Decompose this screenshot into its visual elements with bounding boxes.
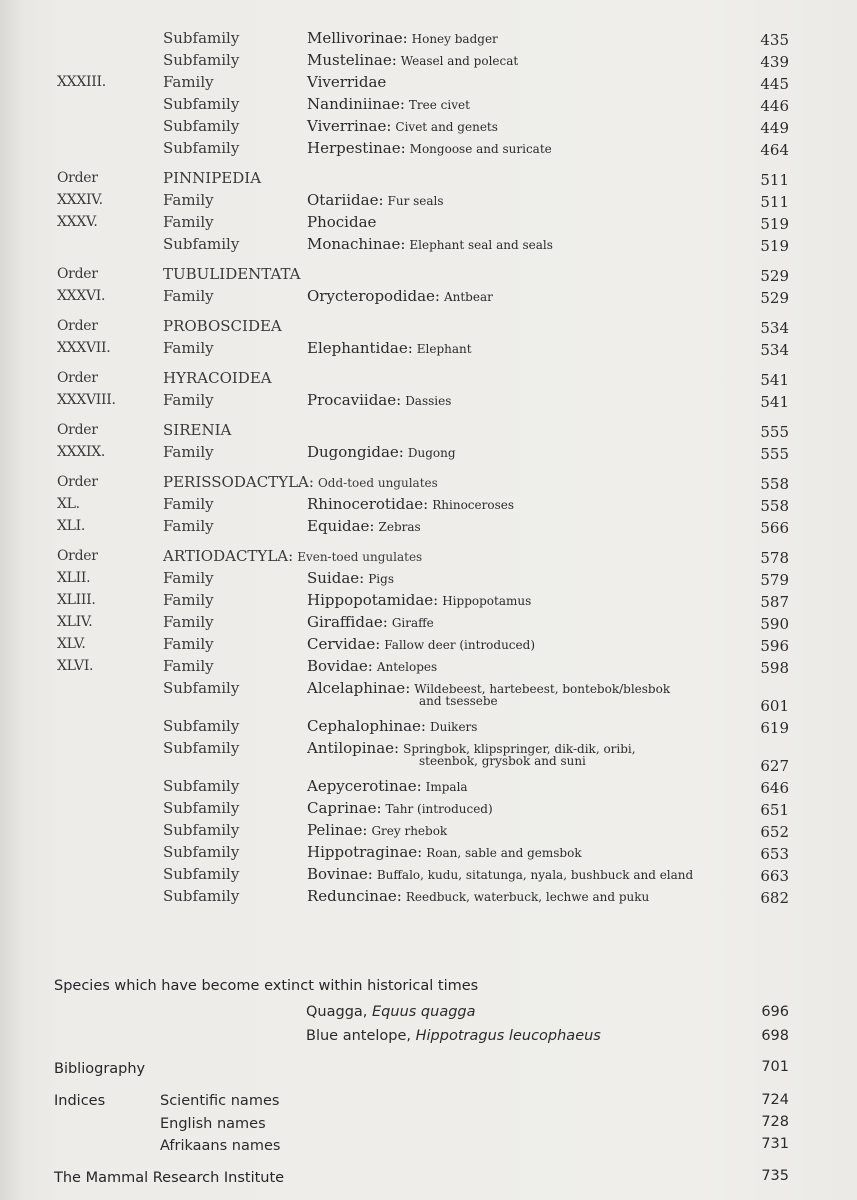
toc-rank-label: Subfamily	[163, 117, 240, 135]
toc-rank-label: Subfamily	[163, 29, 240, 47]
page-number: 555	[760, 445, 789, 463]
toc-rank-number: Order	[57, 548, 98, 564]
toc-taxon	[307, 235, 553, 253]
page-number: 534	[760, 319, 789, 337]
toc-rank-label: Family	[163, 635, 214, 653]
toc-row	[0, 52, 857, 74]
toc-taxon	[307, 679, 670, 708]
toc-rank-label: Family	[163, 191, 214, 209]
toc-row	[0, 636, 857, 658]
toc-taxon-name: Bovinae:	[307, 865, 373, 883]
toc-taxon	[307, 287, 493, 305]
toc-row	[0, 170, 857, 192]
toc-rank	[163, 265, 301, 283]
toc-row	[0, 288, 857, 310]
toc-taxon-description: Pigs	[368, 572, 394, 586]
toc-rank-label: Subfamily	[163, 821, 240, 839]
toc-taxon-description: Dugong	[407, 446, 456, 460]
toc-rank	[163, 213, 214, 231]
page-number: 653	[760, 845, 789, 863]
page-number: 529	[760, 289, 789, 307]
toc-row	[0, 392, 857, 414]
toc-row	[0, 570, 857, 592]
toc-order-description: Odd-toed ungulates	[317, 476, 438, 490]
toc-taxon-description: Honey badger	[411, 32, 498, 46]
page-number: 598	[760, 659, 789, 677]
toc-rank-label: PERISSODACTYLA:	[163, 473, 314, 491]
toc-taxon-name: Elephantidae:	[307, 339, 413, 357]
toc-taxon	[307, 843, 582, 861]
toc-taxon	[307, 391, 451, 409]
toc-taxon-name: Reduncinae:	[307, 887, 402, 905]
toc-taxon-name: Viverrinae:	[307, 117, 392, 135]
toc-rank-label: Family	[163, 569, 214, 587]
toc-rank	[163, 287, 214, 305]
toc-rank	[163, 369, 272, 387]
toc-rank	[163, 421, 231, 439]
toc-taxon	[307, 821, 447, 839]
toc-rank	[163, 799, 239, 817]
toc-row	[0, 680, 857, 718]
toc-rank	[163, 191, 214, 209]
toc-rank-label: Family	[163, 613, 214, 631]
toc-rank	[163, 139, 239, 157]
toc-taxon-description: Springbok, klipspringer, dik-dik, oribi,	[403, 742, 636, 756]
toc-taxon-description: Antbear	[443, 290, 493, 304]
index-english-names: English names	[160, 1116, 266, 1132]
toc-taxon	[307, 139, 552, 157]
bibliography-label: Bibliography	[54, 1061, 146, 1077]
toc-taxon	[307, 51, 518, 69]
toc-rank-label: Family	[163, 339, 214, 357]
toc-rank	[163, 391, 214, 409]
toc-taxon	[307, 265, 311, 283]
toc-rank-number: XXXVIII.	[57, 392, 116, 408]
toc-taxon-name: Viverridae	[307, 73, 387, 91]
toc-taxon-description: Rhinoceroses	[432, 498, 514, 512]
toc-taxon	[307, 635, 535, 653]
toc-rank-label: Family	[163, 391, 214, 409]
toc-taxon-description: Elephant seal and seals	[409, 238, 553, 252]
toc-taxon-name: Hippotraginae:	[307, 843, 423, 861]
toc-row	[0, 30, 857, 52]
page-number: 566	[760, 519, 789, 537]
toc-rank	[163, 843, 239, 861]
toc-rank	[163, 95, 239, 113]
toc-taxon-description: Reedbuck, waterbuck, lechwe and puku	[405, 890, 650, 904]
toc-rank	[163, 73, 214, 91]
toc-taxon	[307, 569, 394, 587]
toc-taxon-description-cont: and tsessebe	[419, 694, 498, 708]
index-afrikaans-names: Afrikaans names	[160, 1138, 281, 1154]
toc-taxon-description: Duikers	[429, 720, 478, 734]
toc-rank	[163, 339, 214, 357]
toc-taxon	[307, 777, 468, 795]
toc-taxon	[307, 547, 311, 565]
toc-taxon-name: Pelinae:	[307, 821, 368, 839]
toc-row	[0, 740, 857, 778]
indices-label: Indices	[54, 1093, 106, 1109]
page-number: 587	[760, 593, 789, 611]
toc-rank-number: Order	[57, 266, 98, 282]
toc-rank-label: Subfamily	[163, 777, 240, 795]
toc-taxon-name: Phocidae	[307, 213, 377, 231]
toc-row	[0, 548, 857, 570]
page-number: 511	[760, 193, 789, 211]
toc-taxon-description: Elephant	[416, 342, 472, 356]
toc-rank-number: Order	[57, 422, 98, 438]
toc-row	[0, 140, 857, 162]
toc-rank-label: Subfamily	[163, 865, 240, 883]
extinct-entry-quagga: Quagga, Equus quagga	[306, 1004, 476, 1020]
toc-taxon-description: Wildebeest, hartebeest, bontebok/blesbok	[414, 682, 671, 696]
toc-taxon-description-cont: steenbok, grysbok and suni	[419, 754, 586, 768]
page-number: 651	[760, 801, 789, 819]
toc-rank-label: Subfamily	[163, 139, 240, 157]
toc-taxon-description: Tree civet	[408, 98, 470, 112]
toc-taxon-name: Dugongidae:	[307, 443, 404, 461]
toc-row	[0, 474, 857, 496]
toc-taxon	[307, 117, 498, 135]
toc-rank-label: Subfamily	[163, 887, 240, 905]
toc-row	[0, 370, 857, 392]
toc-taxon-description: Grey rhebok	[371, 824, 448, 838]
toc-rank-number: Order	[57, 170, 98, 186]
toc-taxon	[307, 591, 531, 609]
toc-taxon-description: Mongoose and suricate	[409, 142, 552, 156]
toc-rank	[163, 717, 239, 735]
page-number: 555	[760, 423, 789, 441]
toc-rank	[163, 29, 239, 47]
toc-taxon-name: Herpestinae:	[307, 139, 406, 157]
toc-rank-label: Subfamily	[163, 717, 240, 735]
page-number: 579	[760, 571, 789, 589]
toc-taxon	[307, 421, 311, 439]
toc-taxon	[307, 717, 477, 735]
toc-taxon-description: Civet and genets	[395, 120, 498, 134]
toc-rank	[163, 887, 239, 905]
toc-taxon	[307, 799, 493, 817]
toc-taxon	[307, 29, 498, 47]
toc-taxon-name: Rhinocerotidae:	[307, 495, 429, 513]
toc-row	[0, 74, 857, 96]
toc-taxon-name: Mustelinae:	[307, 51, 397, 69]
toc-row	[0, 778, 857, 800]
toc-rank	[163, 117, 239, 135]
toc-row	[0, 496, 857, 518]
toc-row	[0, 658, 857, 680]
toc-rank	[163, 777, 239, 795]
toc-rank-number: XLV.	[57, 636, 86, 652]
toc-rank-number: XLIV.	[57, 614, 93, 630]
page-number: 596	[760, 637, 789, 655]
toc-taxon	[307, 657, 437, 675]
toc-rank	[163, 591, 214, 609]
toc-rank	[163, 495, 214, 513]
toc-taxon	[307, 73, 390, 91]
toc-row	[0, 192, 857, 214]
toc-taxon-name: Suidae:	[307, 569, 365, 587]
toc-rank-label: Subfamily	[163, 739, 240, 757]
toc-taxon-description: Fallow deer (introduced)	[384, 638, 535, 652]
toc-taxon-name: Alcelaphinae:	[307, 679, 411, 697]
toc-taxon-name: Bovidae:	[307, 657, 373, 675]
toc-rank-label: Subfamily	[163, 679, 240, 697]
toc-taxon-description: Zebras	[378, 520, 421, 534]
toc-rank-label: PROBOSCIDEA	[163, 317, 282, 335]
page-number: 646	[760, 779, 789, 797]
toc-rank-number: Order	[57, 474, 98, 490]
toc-row	[0, 118, 857, 140]
toc-row	[0, 318, 857, 340]
toc-taxon-description: Dassies	[405, 394, 452, 408]
toc-taxon	[307, 495, 514, 513]
toc-rank-number: XXXVII.	[57, 340, 111, 356]
toc-order-description: Even-toed ungulates	[297, 550, 423, 564]
toc-taxon	[307, 865, 693, 883]
toc-rank-label: SIRENIA	[163, 421, 232, 439]
toc-row	[0, 822, 857, 844]
toc-rank-label: Family	[163, 517, 214, 535]
toc-rank-label: Family	[163, 495, 214, 513]
index-scientific-names: Scientific names	[160, 1093, 280, 1109]
toc-taxon-name: Orycteropodidae:	[307, 287, 440, 305]
page-number: 519	[760, 237, 789, 255]
toc-rank-label: Subfamily	[163, 235, 240, 253]
toc-taxon	[307, 169, 311, 187]
toc-rank-number: XXXV.	[57, 214, 98, 230]
toc-taxon-name: Antilopinae:	[307, 739, 400, 757]
page-number: 731	[761, 1136, 789, 1152]
toc-taxon	[307, 887, 649, 905]
toc-rank-number: XXXIII.	[57, 74, 106, 90]
toc-rank	[163, 739, 239, 757]
toc-row	[0, 614, 857, 636]
toc-row	[0, 888, 857, 910]
page-number: 701	[761, 1059, 789, 1075]
toc-rank-number: XLVI.	[57, 658, 94, 674]
page-number: 698	[761, 1028, 789, 1044]
toc-rank-label: Family	[163, 287, 214, 305]
page-number: 590	[760, 615, 789, 633]
toc-rank	[163, 635, 214, 653]
toc-taxon	[307, 613, 434, 631]
page-number: 696	[761, 1004, 789, 1020]
toc-taxon-description: Antelopes	[376, 660, 438, 674]
toc-rank-label: PINNIPEDIA	[163, 169, 262, 187]
toc-taxon-name: Equidae:	[307, 517, 375, 535]
toc-rank-label: Family	[163, 591, 214, 609]
page-number: 601	[760, 697, 789, 715]
toc-taxon-name: Otariidae:	[307, 191, 384, 209]
toc-rank-number: Order	[57, 318, 98, 334]
toc-rank	[163, 547, 422, 565]
toc-rank-label: Family	[163, 73, 214, 91]
toc-taxon-name: Monachinae:	[307, 235, 406, 253]
toc-rank-label: TUBULIDENTATA	[163, 265, 301, 283]
toc-rank-label: Family	[163, 443, 214, 461]
toc-taxon-name: Mellivorinae:	[307, 29, 408, 47]
toc-row	[0, 444, 857, 466]
page-number: 464	[760, 141, 789, 159]
extinct-entry-blue-antelope: Blue antelope, Hippotragus leucophaeus	[306, 1028, 601, 1044]
page-number: 578	[760, 549, 789, 567]
page-number: 529	[760, 267, 789, 285]
toc-rank	[163, 443, 214, 461]
toc-row	[0, 266, 857, 288]
toc-rank-number: XLII.	[57, 570, 91, 586]
toc-taxon-description: Impala	[425, 780, 468, 794]
toc-rank	[163, 657, 214, 675]
toc-taxon	[307, 473, 311, 491]
page-number: 449	[760, 119, 789, 137]
page-number: 652	[760, 823, 789, 841]
toc-taxon-description: Roan, sable and gemsbok	[426, 846, 582, 860]
toc-taxon-description: Hippopotamus	[442, 594, 532, 608]
toc-rank-number: Order	[57, 370, 98, 386]
toc-row	[0, 518, 857, 540]
toc-taxon-name: Cervidae:	[307, 635, 381, 653]
toc-taxon	[307, 213, 380, 231]
toc-taxon	[307, 443, 456, 461]
toc-rank	[163, 235, 239, 253]
page-number: 627	[760, 757, 789, 775]
page-number: 663	[760, 867, 789, 885]
toc-rank	[163, 517, 214, 535]
institute-label: The Mammal Research Institute	[54, 1170, 285, 1186]
page-number: 735	[761, 1168, 789, 1184]
toc-row	[0, 422, 857, 444]
page-number: 619	[760, 719, 789, 737]
page-number: 519	[760, 215, 789, 233]
toc-rank-label: ARTIODACTYLA:	[163, 547, 294, 565]
toc-taxon-description: Weasel and polecat	[400, 54, 519, 68]
toc-taxon-name: Hippopotamidae:	[307, 591, 439, 609]
toc-rank-number: XLI.	[57, 518, 86, 534]
toc-taxon	[307, 317, 311, 335]
toc-taxon	[307, 191, 444, 209]
toc-row	[0, 844, 857, 866]
toc-row	[0, 96, 857, 118]
page-number: 435	[760, 31, 789, 49]
toc-rank-label: Subfamily	[163, 51, 240, 69]
page-number: 541	[760, 371, 789, 389]
extinct-section-title: Species which have become extinct within historical times	[54, 978, 479, 994]
toc-rank-label: HYRACOIDEA	[163, 369, 272, 387]
toc-taxon	[307, 739, 636, 768]
toc-rank	[163, 169, 261, 187]
toc-row	[0, 866, 857, 888]
page-number: 682	[760, 889, 789, 907]
toc-taxon	[307, 517, 421, 535]
toc-rank	[163, 613, 214, 631]
toc-rank	[163, 473, 438, 491]
toc-row	[0, 592, 857, 614]
toc-taxon-name: Procaviidae:	[307, 391, 402, 409]
toc-rank	[163, 317, 282, 335]
toc-rank-number: XL.	[57, 496, 80, 512]
toc-rank	[163, 821, 239, 839]
page-number: 558	[760, 475, 789, 493]
toc-rank-number: XXXIX.	[57, 444, 106, 460]
toc-rank	[163, 865, 239, 883]
toc-taxon	[307, 95, 470, 113]
toc-taxon-description: Giraffe	[391, 616, 434, 630]
toc-taxon-description: Buffalo, kudu, sitatunga, nyala, bushbuck and eland	[376, 868, 694, 882]
toc-rank-number: XLIII.	[57, 592, 96, 608]
toc-row	[0, 340, 857, 362]
page-number: 724	[761, 1092, 789, 1108]
toc-row	[0, 800, 857, 822]
toc-taxon-description: Tahr (introduced)	[385, 802, 493, 816]
toc-taxon-name: Giraffidae:	[307, 613, 388, 631]
page-number: 445	[760, 75, 789, 93]
toc-row	[0, 214, 857, 236]
toc-rank	[163, 51, 239, 69]
page-number: 439	[760, 53, 789, 71]
toc-taxon-name: Aepycerotinae:	[307, 777, 422, 795]
toc-row	[0, 236, 857, 258]
toc-rank-number: XXXIV.	[57, 192, 103, 208]
page-number: 534	[760, 341, 789, 359]
page-number: 511	[760, 171, 789, 189]
toc-rank-label: Subfamily	[163, 843, 240, 861]
toc-taxon	[307, 369, 311, 387]
toc-taxon-name: Caprinae:	[307, 799, 382, 817]
toc-taxon	[307, 339, 472, 357]
toc-taxon-description: Fur seals	[387, 194, 444, 208]
toc-rank-label: Family	[163, 213, 214, 231]
toc-rank-label: Subfamily	[163, 799, 240, 817]
toc-rank-label: Family	[163, 657, 214, 675]
toc-taxon-name: Cephalophinae:	[307, 717, 426, 735]
toc-rank	[163, 679, 239, 697]
toc-rank-number: XXXVI.	[57, 288, 106, 304]
page-number: 728	[761, 1114, 789, 1130]
page-number: 541	[760, 393, 789, 411]
table-of-contents	[0, 30, 857, 910]
page-number: 446	[760, 97, 789, 115]
toc-rank	[163, 569, 214, 587]
page-number: 558	[760, 497, 789, 515]
toc-taxon-name: Nandiniinae:	[307, 95, 405, 113]
toc-rank-label: Subfamily	[163, 95, 240, 113]
toc-row	[0, 718, 857, 740]
